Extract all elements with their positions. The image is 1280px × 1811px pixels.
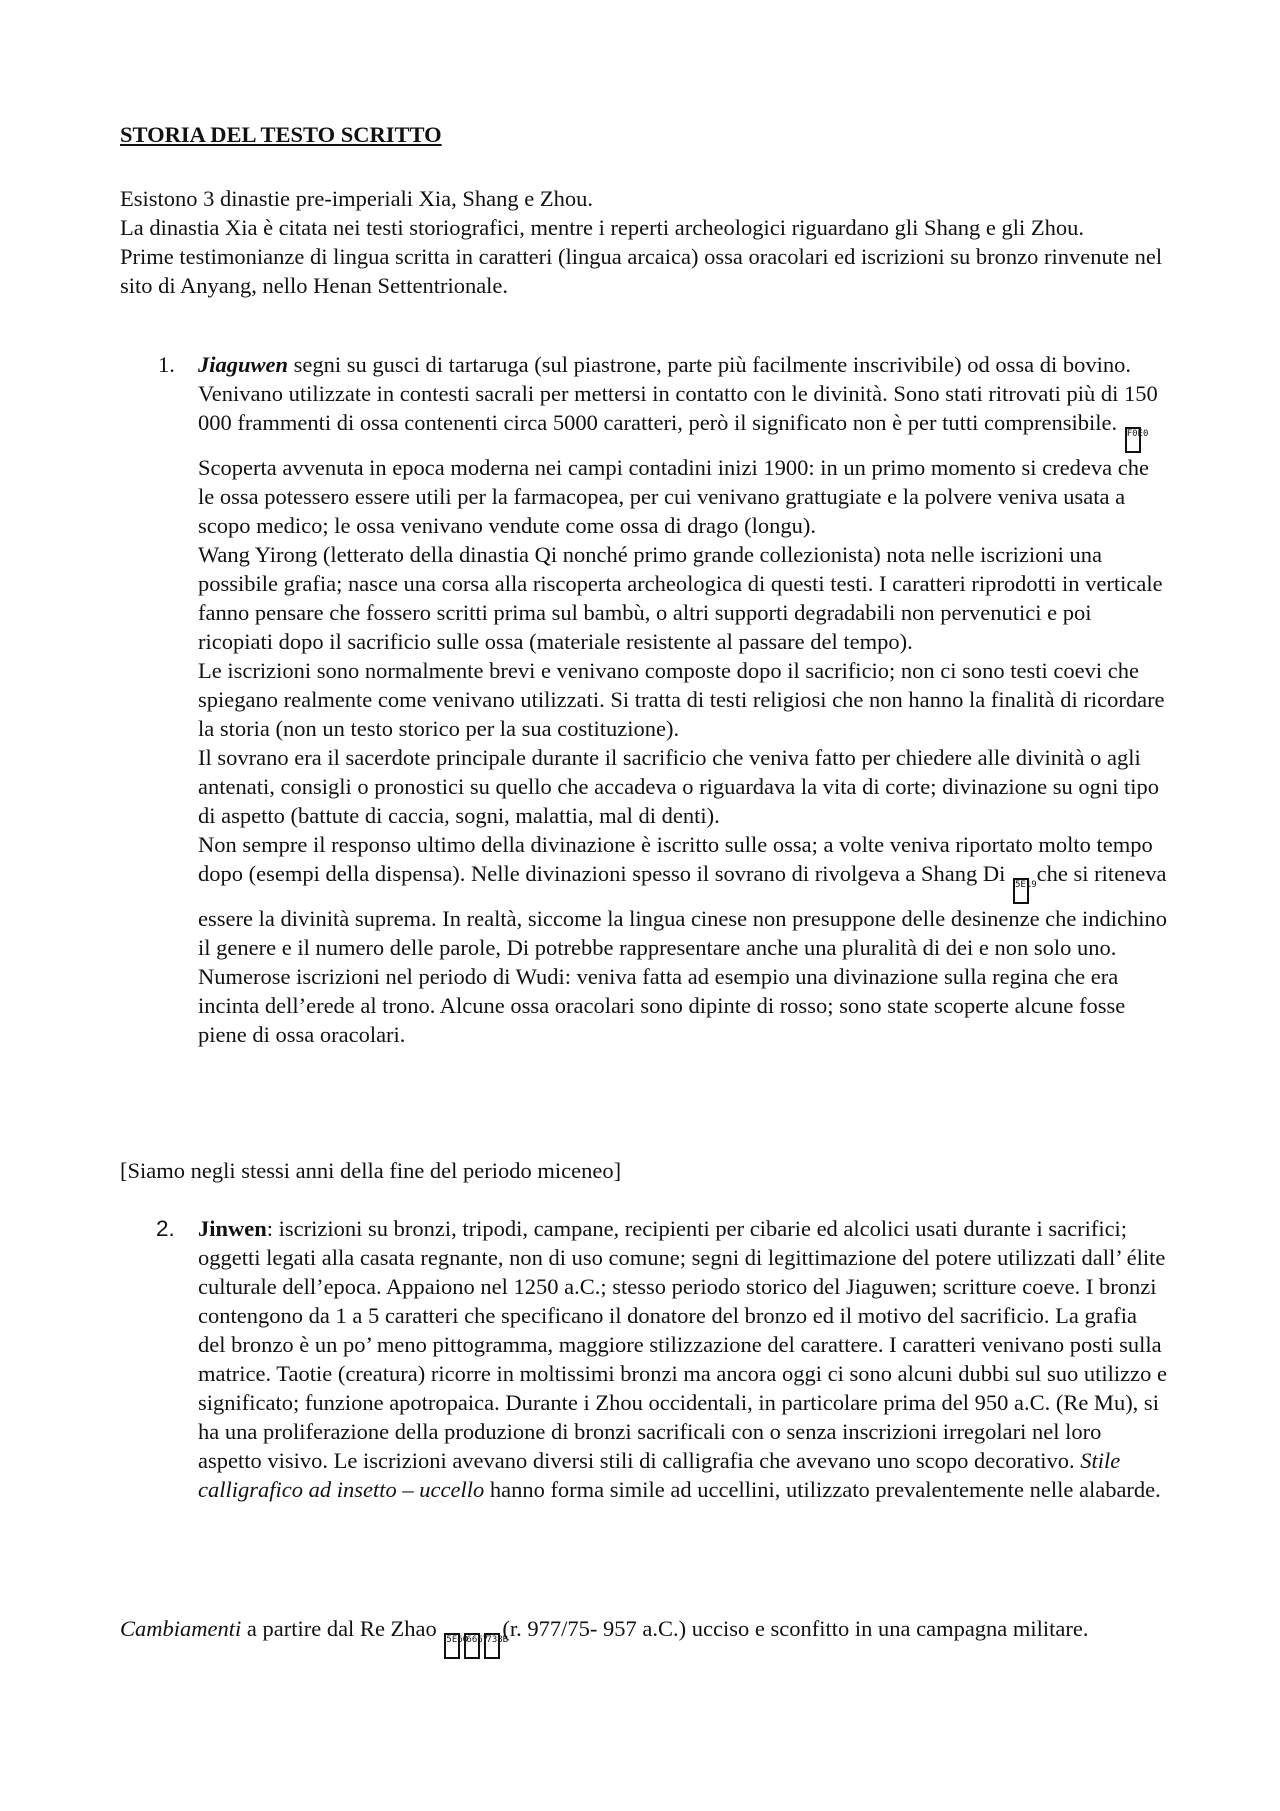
document-title: STORIA DEL TESTO SCRITTO: [120, 122, 442, 147]
closing-text: a partire dal Re Zhao: [241, 1616, 443, 1641]
intro-paragraph: Prime testimonianze di lingua scritta in caratteri (lingua arcaica) ossa oracolari ed iscrizioni su bronzo rinvenute nel sito di Anyang, nello Henan Settentrionale.: [120, 244, 1163, 298]
term-jinwen: Jinwen: [198, 1216, 267, 1241]
jiaguwen-paragraph: [198, 830, 1170, 962]
jiaguwen-text: segni su gusci di tartaruga (sul piastrone, parte più facilmente inscrivibile) od ossa di bovino. Venivano utilizzate in contesti sacrali per mettersi in contatto con le divinità. Sono stati ritrovati più di 150 000 frammenti di ossa contenenti circa 5000 caratteri, però il significato non è per tutti comprensibile.: [198, 352, 1158, 435]
closing-italic-text: Cambiamenti: [120, 1616, 242, 1641]
jinwen-text: hanno forma simile ad uccellini, utilizzato prevalentemente nelle alabarde.: [484, 1477, 1161, 1502]
jiaguwen-paragraph: Le iscrizioni sono normalmente brevi e venivano composte dopo il sacrificio; non ci sono testi coevi che spiegano realmente come venivano utilizzati. Si tratta di testi religiosi che non hanno la finalità di ricordare la storia (non un testo storico per la sua costituzione).: [198, 658, 1165, 741]
jiaguwen-paragraph: Numerose iscrizioni nel periodo di Wudi: veniva fatta ad esempio una divinazione sulla regina che era incinta dell’erede al trono. Alcune ossa oracolari sono dipinte di rosso; sono state scoperte alcune fosse piene di ossa oracolari.: [198, 964, 1126, 1047]
intro-paragraph: Esistono 3 dinastie pre-imperiali Xia, Shang e Zhou.: [120, 186, 594, 211]
jiaguwen-paragraph: Scoperta avvenuta in epoca moderna nei campi contadini inizi 1900: in un primo momento si credeva che le ossa potessero essere utili per la farmacopea, per cui venivano grattugiate e la polvere veniva usata a scopo medico; le ossa venivano vendute come ossa di drago (longu).: [198, 455, 1149, 538]
missing-glyph-icon: 5E19: [1013, 878, 1029, 904]
jinwen-text: : iscrizioni su bronzi, tripodi, campane, recipienti per cibarie ed alcolici usati durante i sacrifici; oggetti legati alla casata regnante, non di uso comune; segni di legittimazione del potere utilizzati dall’ élite culturale dell’epoca. Appaiono nel 1250 a.C.; stesso periodo storico del Jiaguwen; scritture coeve. I bronzi contengono da 1 a 5 caratteri che specificano il donatore del bronzo ed il motivo del sacrificio. La grafia del bronzo è un po’ meno pittogramma, maggiore stilizzazione del carattere. I caratteri venivano posti sulla matrice. Taotie (creatura) ricorre in moltissimi bronzi ma ancora oggi ci sono alcuni dubbi sul suo utilizzo e significato; funzione apotropaica. Durante i Zhou occidentali, in particolare prima del 950 a.C. (Re Mu), si ha una proliferazione della produzione di bronzi sacrificali con o senza inscrizioni irregolari nel loro aspetto visivo. Le iscrizioni avevano diversi stili di calligrafia che avevano uno scopo decorativo.: [198, 1216, 1167, 1473]
jinwen-italic-text: Stile calligrafico ad insetto – uccello: [198, 1448, 1121, 1502]
missing-glyph-icon: F0E0: [1125, 427, 1141, 453]
intro-section: [120, 184, 1170, 300]
term-jiaguwen: Jiaguwen: [198, 352, 289, 377]
missing-glyph-icon: 738B: [484, 1633, 500, 1659]
list-item-jiaguwen: [120, 350, 1170, 1049]
closing-paragraph: [120, 1614, 1170, 1659]
closing-text: (r. 977/75- 957 a.C.) ucciso e sconfitto in una campagna militare.: [502, 1616, 1089, 1641]
jiaguwen-text: che si riteneva essere la divinità suprema. In realtà, siccome la lingua cinese non presuppone delle desinenze che indichino il genere e il numero delle parole, Di potrebbe rappresentare anche una pluralità di dei e non solo uno.: [198, 861, 1168, 960]
list-number: 1.: [158, 352, 175, 377]
jiaguwen-paragraph: Wang Yirong (letterato della dinastia Qi nonché primo grande collezionista) nota nelle iscrizioni una possibile grafia; nasce una corsa alla riscoperta archeologica di questi testi. I caratteri riprodotti in verticale fanno pensare che fossero scritti prima sul bambù, o altri supporti degradabili non pervenutici e poi ricopiati dopo il sacrificio sulle ossa (materiale resistente al passare del tempo).: [198, 542, 1163, 654]
jiaguwen-paragraph: Il sovrano era il sacerdote principale durante il sacrificio che veniva fatto per chiedere alle divinità o agli antenati, consigli o pronostici su quello che accadeva o riguardava la vita di corte; divinazione su ogni tipo di aspetto (battute di caccia, sogni, malattia, mal di denti).: [198, 745, 1159, 828]
missing-glyph-icon: 6667: [464, 1633, 480, 1659]
jinwen-paragraph: [198, 1214, 1170, 1504]
missing-glyph-icon: 5E60: [444, 1633, 460, 1659]
jiaguwen-paragraph: [198, 350, 1170, 453]
list-number: 2.: [156, 1216, 175, 1241]
note-paragraph: [Siamo negli stessi anni della fine del periodo miceneo]: [120, 1158, 622, 1183]
intro-paragraph: La dinastia Xia è citata nei testi storiografici, mentre i reperti archeologici riguardano gli Shang e gli Zhou.: [120, 215, 1085, 240]
jiaguwen-text: Non sempre il responso ultimo della divinazione è iscritto sulle ossa; a volte veniva riportato molto tempo dopo (esempi della dispensa). Nelle divinazioni spesso il sovrano di rivolgeva a Shang Di: [198, 832, 1153, 886]
list-item-jinwen: [120, 1214, 1170, 1504]
